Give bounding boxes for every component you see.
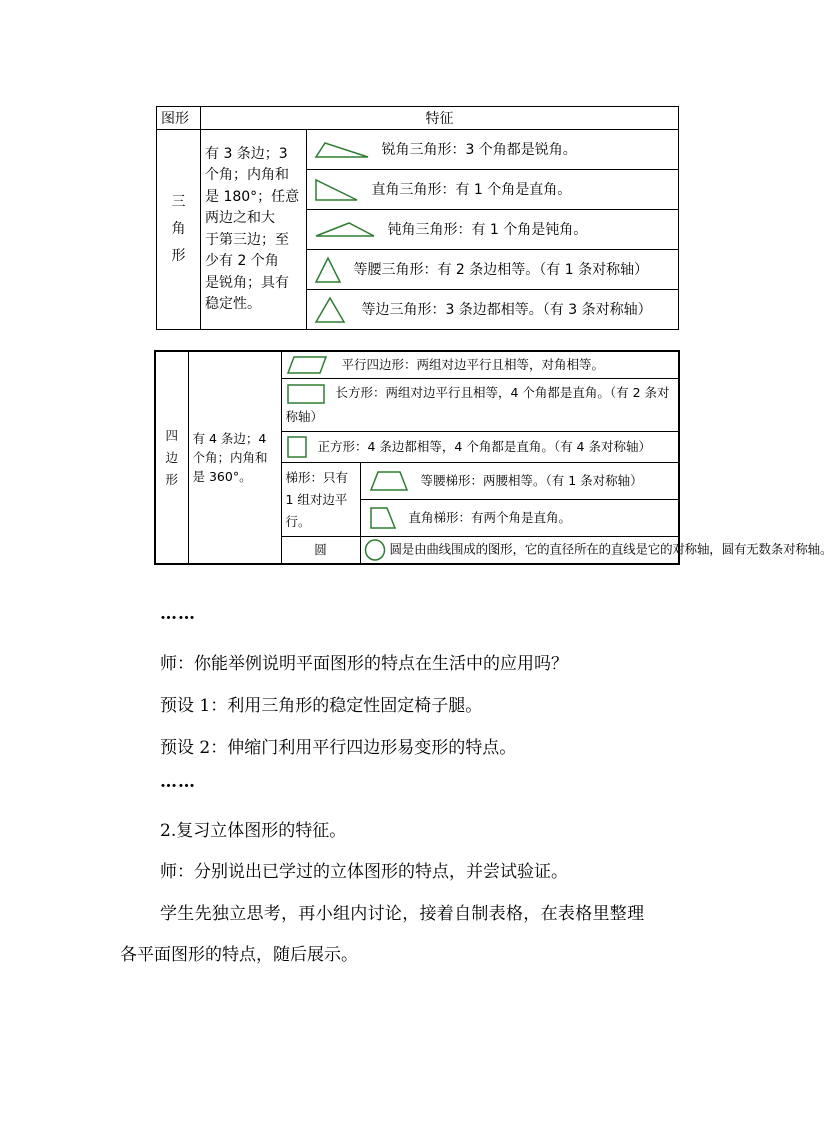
trap-line: 1 组对边平 [285,491,348,507]
acute-triangle-text: 锐角三角形：3 个角都是锐角。 [381,141,577,158]
right-triangle-icon [313,177,359,203]
obtuse-triangle-icon [313,220,377,240]
acute-triangle-icon [313,139,371,161]
parallelogram-row [281,351,679,379]
prop-line: 是 180°；任意 [205,188,300,205]
trap-line: 行。 [285,513,311,529]
prop-line: 是锐角；具有 [205,274,289,291]
equilateral-triangle-text: 等边三角形：3 条边都相等。（有 3 条对称轴） [361,301,652,318]
isosceles-triangle-row [307,250,679,290]
right-trapezoid-row [360,500,679,537]
rectangle-text: 长方形：两组对边平行且相等，4 个角都是直角。（有 2 条对 [335,385,670,400]
quad-name-char: 边 [165,449,178,465]
header-shape: 图形 [157,107,201,130]
isosceles-trapezoid-text: 等腰梯形：两腰相等。（有 1 条对称轴） [420,472,643,488]
ellipsis: …… [160,772,196,792]
trap-line: 梯形：只有 [285,469,349,485]
equilateral-triangle-icon [313,295,347,325]
isosceles-trapezoid-row [360,463,679,500]
right-triangle-row [307,170,679,210]
triangle-features-table [156,106,679,330]
rectangle-text-cont: 称轴） [285,409,324,424]
isosceles-triangle-icon [313,255,343,285]
preset-answer-1: 预设 1：利用三角形的稳定性固定椅子腿。 [160,696,483,716]
right-trapezoid-icon [369,506,397,530]
triangle-properties [201,130,307,330]
obtuse-triangle-row [307,210,679,250]
paragraph-line-1: 学生先独立思考，再小组内讨论，接着自制表格，在表格里整理 [160,904,645,924]
square-row [281,432,679,463]
right-triangle-text: 直角三角形：有 1 个角是直角。 [371,181,572,198]
prop-line: 个角；内角和 [192,450,268,465]
equilateral-triangle-row [307,290,679,330]
rectangle-row [281,379,679,432]
paragraph-line-2: 各平面图形的特点，随后展示。 [120,945,358,965]
header-feature: 特征 [201,107,679,130]
acute-triangle-row [307,130,679,170]
circle-name-cell: 圆 [281,537,360,565]
prop-line: 少有 2 个角 [205,253,279,269]
prop-line: 两边之和大 [205,210,275,226]
triangle-name-char: 三 [171,194,186,210]
parallelogram-text: 平行四边形：两组对边平行且相等，对角相等。 [341,356,604,372]
right-trapezoid-text: 直角梯形：有两个角是直角。 [408,509,571,525]
trapezoid-definition [281,463,360,537]
quad-name-char: 四 [165,427,178,443]
quadrilateral-name-cell [155,351,188,564]
triangle-name-char: 形 [171,248,186,264]
rectangle-icon [286,383,326,405]
prop-line: 于第三边；至 [205,231,289,248]
section-heading: 2.复习立体图形的特征。 [160,821,347,841]
square-text: 正方形：4 条边都相等，4 个角都是直角。（有 4 条对称轴） [317,438,651,454]
teacher-question-1: 师：你能举例说明平面图形的特点在生活中的应用吗？ [160,654,568,674]
preset-answer-2: 预设 2：伸缩门利用平行四边形易变形的特点。 [160,738,517,758]
quad-name-char: 形 [165,471,178,487]
circle-row [360,537,832,565]
circle-icon [364,539,386,561]
teacher-question-2: 师：分别说出已学过的立体图形的特点，并尝试验证。 [160,862,568,882]
triangle-name-cell [157,130,201,330]
parallelogram-icon [286,355,328,375]
isosceles-trapezoid-icon [369,470,409,492]
isosceles-triangle-text: 等腰三角形：有 2 条边相等。（有 1 条对称轴） [353,261,649,278]
quadrilateral-circle-table [154,350,832,565]
quadrilateral-properties [188,351,281,564]
ellipsis: …… [160,604,196,624]
obtuse-triangle-text: 钝角三角形：有 1 个角是钝角。 [387,222,588,238]
prop-line: 有 4 条边；4 [192,431,267,446]
square-icon [286,435,308,459]
circle-text: 圆是由曲线围成的图形，它的直径所在的直线是它的对称轴，圆有无数条对称轴。 [389,541,832,557]
prop-line: 稳定性。 [205,296,261,312]
prop-line: 有 3 条边；3 [205,145,288,162]
prop-line: 个角；内角和 [205,167,289,183]
triangle-name-char: 角 [171,221,186,237]
prop-line: 是 360°。 [192,469,252,484]
